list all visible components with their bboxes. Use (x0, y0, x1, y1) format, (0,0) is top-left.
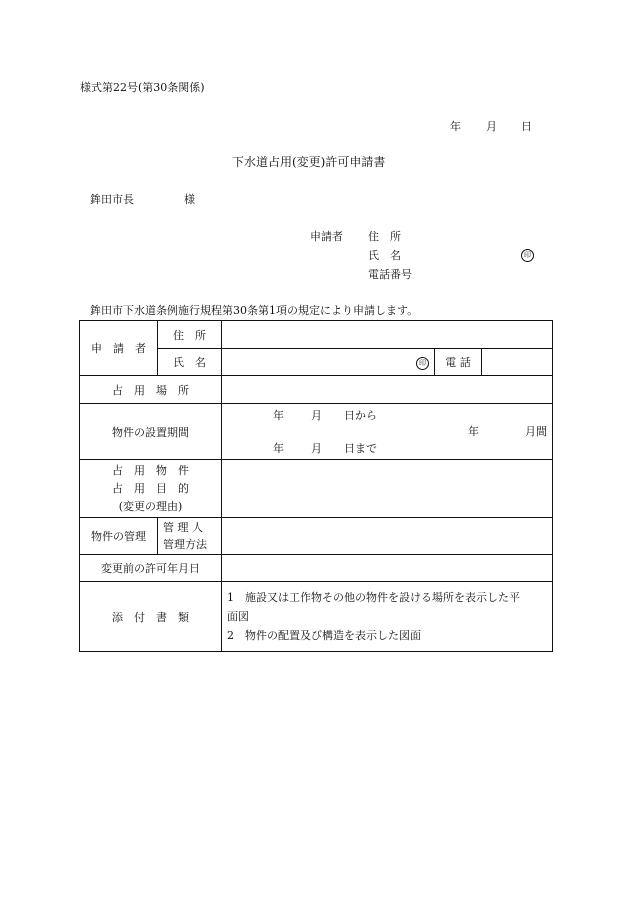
attachments-list (222, 582, 553, 652)
period-to-day: 日まで (344, 442, 377, 455)
period-from-year: 年 (273, 409, 284, 422)
applicant-cell: 申 請 者 (80, 321, 158, 376)
period-to-month: 月 (311, 442, 322, 455)
address-field[interactable] (222, 321, 553, 349)
period-field[interactable] (222, 404, 553, 460)
name-seal (416, 356, 429, 370)
row-prev-permit (80, 555, 553, 582)
name-label: 氏 名 (158, 349, 222, 376)
prev-permit-field[interactable] (222, 555, 553, 582)
application-table (79, 320, 553, 652)
management-sublabels (158, 518, 222, 555)
attachment-item-1: 1 施設又は工作物その他の物件を設ける場所を表示した平 (227, 591, 520, 604)
row-period (80, 404, 553, 460)
row-applicant-address (80, 321, 553, 349)
period-duration-months: 月間 (525, 425, 547, 438)
date-year: 年 (450, 120, 461, 133)
seal-mark (521, 249, 534, 262)
applicant-phone-label: 電話番号 (368, 268, 412, 281)
prev-permit-label: 変更前の許可年月日 (80, 555, 222, 582)
period-from-day: 日から (344, 409, 377, 422)
purpose-label (80, 460, 222, 518)
applicant-name-label: 氏 名 (368, 249, 401, 262)
applicant-address-label: 住 所 (368, 230, 401, 243)
intro-statement: 鉾田市下水道条例施行規程第30条第1項の規定により申請します。 (90, 304, 419, 317)
purpose-line-object: 占 用 物 件 (112, 463, 189, 477)
period-from-month: 月 (311, 409, 322, 422)
location-field[interactable] (222, 376, 553, 404)
addressee-name: 鉾田市長 (90, 193, 134, 206)
method-label: 管理方法 (163, 538, 207, 551)
document-title: 下水道占用(変更)許可申請書 (232, 155, 386, 169)
date-day: 日 (521, 120, 532, 133)
seal-icon: 印 (416, 357, 429, 370)
row-attachments (80, 582, 553, 652)
row-purpose (80, 460, 553, 518)
row-location (80, 376, 553, 404)
form-number: 様式第22号(第30条関係) (80, 81, 205, 94)
location-label: 占 用 場 所 (80, 376, 222, 404)
purpose-field[interactable] (222, 460, 553, 518)
phone-label: 電 話 (435, 349, 482, 376)
row-management (80, 518, 553, 555)
period-label: 物件の設置期間 (80, 404, 222, 460)
seal-icon: 印 (521, 249, 534, 262)
purpose-line-reason: (変更の理由) (118, 499, 183, 513)
addressee-honorific: 様 (184, 193, 195, 206)
period-to-year: 年 (273, 442, 284, 455)
name-field[interactable] (222, 349, 435, 376)
date-month: 月 (486, 120, 497, 133)
management-label: 物件の管理 (80, 518, 158, 555)
phone-field[interactable] (482, 349, 553, 376)
applicant-label: 申請者 (310, 230, 343, 243)
attachment-item-1-cont: 面図 (227, 610, 249, 623)
period-duration-year: 年 (468, 425, 479, 438)
attachment-item-2: 2 物件の配置及び構造を表示した図面 (227, 629, 421, 642)
address-label: 住 所 (158, 321, 222, 349)
purpose-line-purpose: 占 用 目 的 (112, 481, 189, 495)
management-field[interactable] (222, 518, 553, 555)
manager-label: 管 理 人 (163, 521, 203, 534)
attachments-label: 添 付 書 類 (80, 582, 222, 652)
